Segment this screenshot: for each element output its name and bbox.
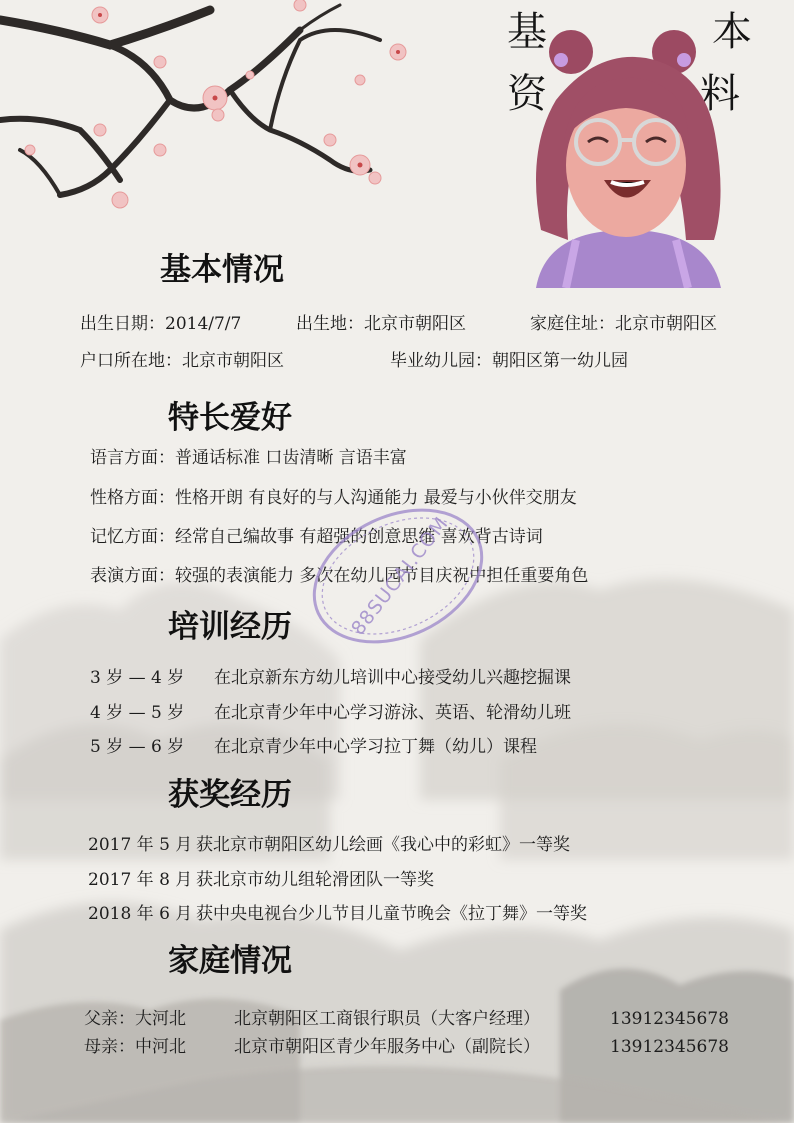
watermark-text: 88SUCAI.COM [347, 512, 453, 640]
child-avatar [516, 30, 738, 288]
corner-char-1: 基 [507, 9, 547, 55]
family-member-name: 母亲：中河北 [84, 1037, 186, 1057]
family-member-name: 父亲：大河北 [84, 1009, 186, 1029]
training-age: 5 岁 — 6 岁 [90, 737, 185, 757]
hukou-location: 户口所在地：北京市朝阳区 [80, 351, 284, 371]
corner-char-4: 料 [700, 71, 740, 117]
family-member-phone: 13912345678 [610, 1009, 729, 1029]
training-desc: 在北京新东方幼儿培训中心接受幼儿兴趣挖掘课 [214, 668, 571, 688]
award-date: 2017 年 8 月 [88, 870, 193, 890]
award-desc: 获中央电视台少儿节目儿童节晚会《拉丁舞》一等奖 [196, 904, 587, 924]
section-title-awards: 获奖经历 [168, 777, 292, 813]
hobby-item: 性格方面：性格开朗 有良好的与人沟通能力 最爱与小伙伴交朋友 [90, 488, 577, 508]
family-member-work: 北京市朝阳区青少年服务中心（副院长） [234, 1037, 540, 1057]
hobby-item: 表演方面：较强的表演能力 多次在幼儿园节目庆祝中担任重要角色 [90, 566, 589, 586]
birth-date: 出生日期：2014/7/7 [80, 314, 242, 334]
section-title-family: 家庭情况 [168, 943, 292, 979]
training-desc: 在北京青少年中心学习游泳、英语、轮滑幼儿班 [214, 703, 571, 723]
award-desc: 获北京市朝阳区幼儿绘画《我心中的彩虹》一等奖 [196, 835, 570, 855]
family-member-work: 北京朝阳区工商银行职员（大客户经理） [234, 1009, 540, 1029]
hobby-item: 语言方面：普通话标准 口齿清晰 言语丰富 [90, 448, 407, 468]
training-desc: 在北京青少年中心学习拉丁舞（幼儿）课程 [214, 737, 537, 757]
hobby-item: 记忆方面：经常自己编故事 有超强的创意思维 喜欢背古诗词 [90, 527, 543, 547]
award-desc: 获北京市幼儿组轮滑团队一等奖 [196, 870, 434, 890]
section-title-hobbies: 特长爱好 [168, 400, 292, 436]
award-date: 2017 年 5 月 [88, 835, 193, 855]
section-title-basic: 基本情况 [160, 252, 284, 288]
training-age: 4 岁 — 5 岁 [90, 703, 185, 723]
birth-place: 出生地：北京市朝阳区 [296, 314, 466, 334]
award-date: 2018 年 6 月 [88, 904, 193, 924]
corner-char-2: 本 [712, 9, 752, 55]
training-age: 3 岁 — 4 岁 [90, 668, 185, 688]
section-title-training: 培训经历 [168, 609, 292, 645]
corner-char-3: 资 [507, 71, 547, 117]
home-address: 家庭住址：北京市朝阳区 [530, 314, 717, 334]
graduated-kindergarten: 毕业幼儿园：朝阳区第一幼儿园 [390, 351, 628, 371]
family-member-phone: 13912345678 [610, 1037, 729, 1057]
